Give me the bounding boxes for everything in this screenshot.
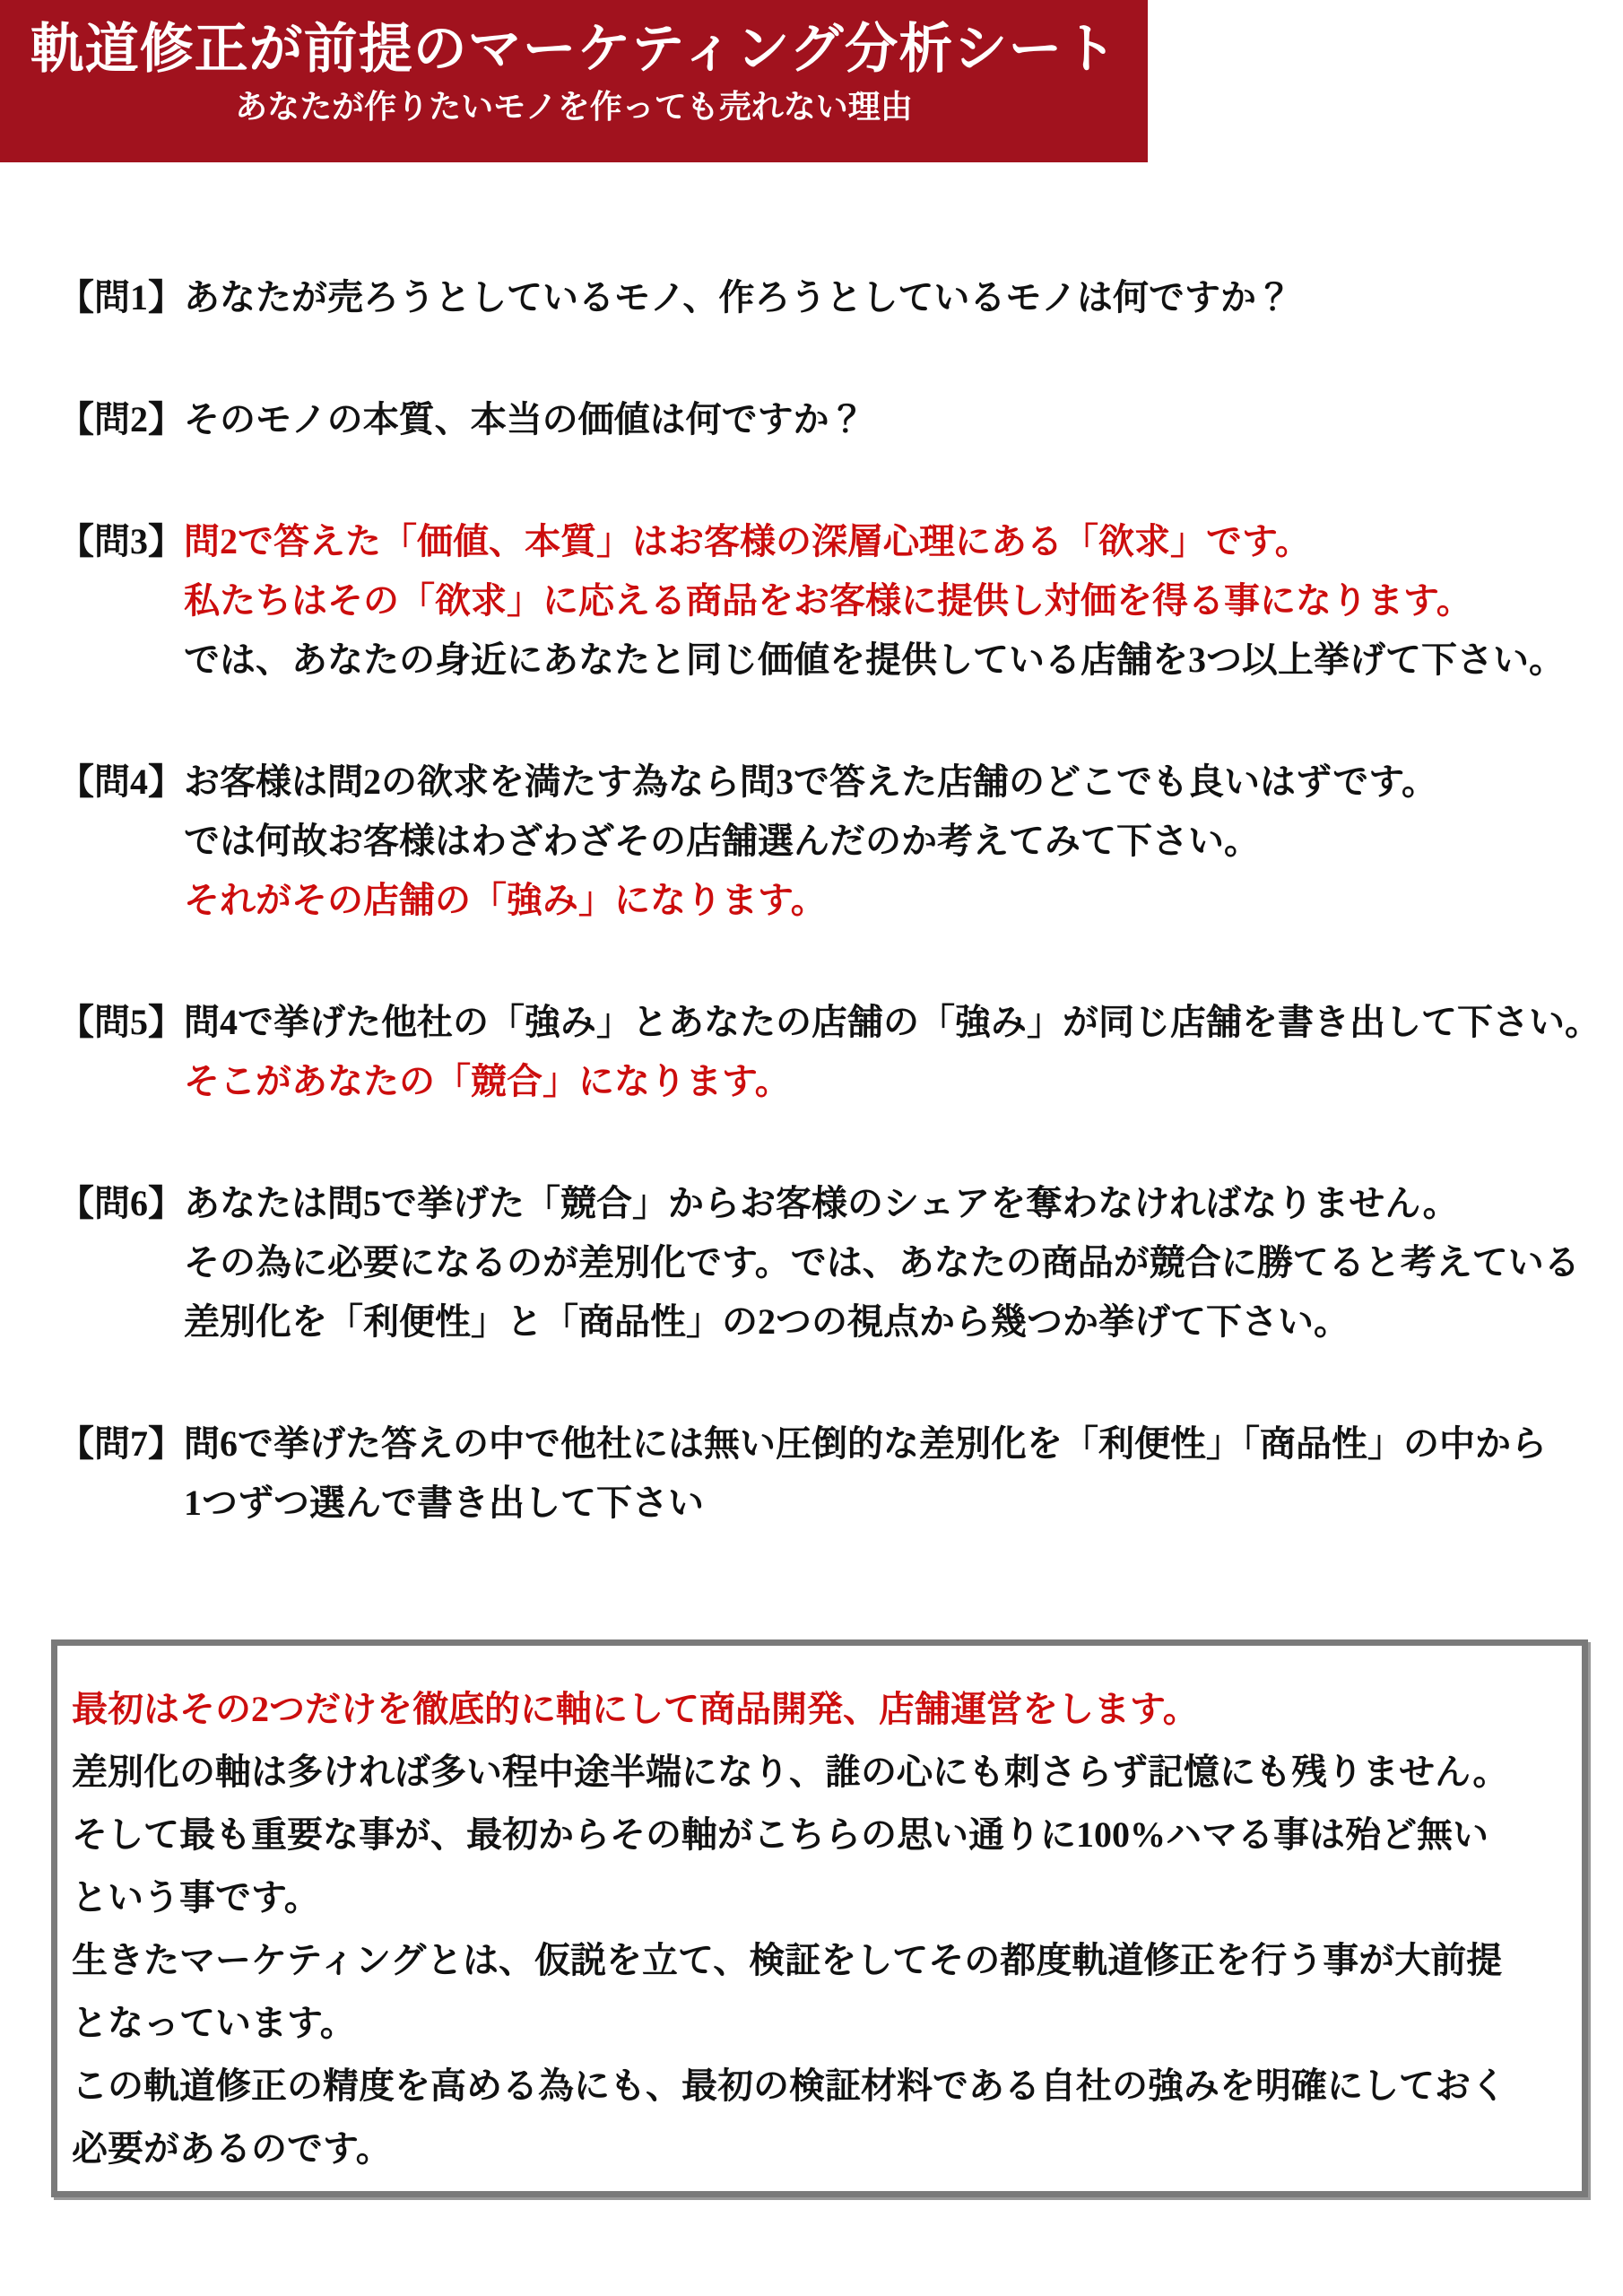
question-lines bbox=[184, 390, 865, 449]
note-line: という事です。 bbox=[72, 1877, 320, 1918]
question-line: その為に必要になるのが差別化です。では、あなたの商品が競合に勝てると考えている bbox=[184, 1242, 1580, 1283]
question-line: では、あなたの身近にあなたと同じ価値を提供している店舗を3つ以上挙げて下さい。 bbox=[184, 639, 1565, 680]
question-label: 【問2】 bbox=[58, 399, 184, 439]
question-lines bbox=[184, 512, 1565, 690]
question-row bbox=[58, 1174, 1623, 1352]
question-label: 【問6】 bbox=[58, 1183, 184, 1223]
question-label: 【問5】 bbox=[58, 1002, 184, 1042]
question-line: 1つずつ選んで書き出して下さい bbox=[184, 1483, 704, 1523]
question-row bbox=[58, 1414, 1623, 1533]
question-line: 差別化を「利便性」と「商品性」の2つの視点から幾つか挙げて下さい。 bbox=[184, 1301, 1350, 1342]
question-lines bbox=[184, 268, 1292, 327]
question-label: 【問4】 bbox=[58, 761, 184, 802]
question-lines bbox=[184, 993, 1601, 1111]
note-line: この軌道修正の精度を高める為にも、最初の検証材料である自社の強みを明確にしておく bbox=[72, 2066, 1506, 2106]
page-subtitle: あなたが作りたいモノを作っても売れない理由 bbox=[235, 89, 913, 125]
question-lines bbox=[184, 752, 1437, 930]
question-label: 【問1】 bbox=[58, 277, 184, 317]
question-lines bbox=[184, 1174, 1580, 1352]
note-line: 生きたマーケティングとは、仮説を立て、検証をしてその都度軌道修正を行う事が大前提 bbox=[72, 1940, 1503, 1980]
question-row bbox=[58, 268, 1623, 327]
question-line: あなたが売ろうとしているモノ、作ろうとしているモノは何ですか？ bbox=[184, 277, 1292, 317]
question-line: それがその店舗の「強み」になります。 bbox=[184, 880, 827, 920]
question-line: 私たちはその「欲求」に応える商品をお客様に提供し対価を得る事になります。 bbox=[184, 580, 1472, 621]
note-box bbox=[51, 1639, 1588, 2197]
question-line: お客様は問2の欲求を満たす為なら問3で答えた店舗のどこでも良いはずです。 bbox=[184, 761, 1437, 802]
question-row bbox=[58, 993, 1623, 1111]
questions-section bbox=[0, 162, 1623, 1533]
note-line: 必要があるのです。 bbox=[72, 2128, 392, 2169]
page-title: 軌道修正が前提のマーケティング分析シート bbox=[30, 20, 1118, 79]
question-line: 問2で答えた「価値、本質」はお客様の深層心理にある「欲求」です。 bbox=[184, 521, 1311, 561]
question-row bbox=[58, 752, 1623, 930]
question-lines bbox=[184, 1414, 1547, 1533]
question-row bbox=[58, 390, 1623, 449]
header-banner bbox=[0, 0, 1148, 162]
note-line: 最初はその2つだけを徹底的に軸にして商品開発、店舗運営をします。 bbox=[72, 1689, 1199, 1729]
question-row bbox=[58, 512, 1623, 690]
question-label: 【問3】 bbox=[58, 521, 184, 561]
question-line: 問4で挙げた他社の「強み」とあなたの店舗の「強み」が同じ店舗を書き出して下さい。 bbox=[184, 1002, 1601, 1042]
question-line: そのモノの本質、本当の価値は何ですか？ bbox=[184, 399, 865, 439]
note-line: そして最も重要な事が、最初からその軸がこちらの思い通りに100%ハマる事は殆ど無い bbox=[72, 1814, 1488, 1855]
question-line: そこがあなたの「競合」になります。 bbox=[184, 1061, 791, 1101]
question-line: 問6で挙げた答えの中で他社には無い圧倒的な差別化を「利便性」「商品性」の中から bbox=[184, 1423, 1547, 1464]
note-line: となっています。 bbox=[72, 2003, 356, 2043]
question-line: では何故お客様はわざわざその店舗選んだのか考えてみて下さい。 bbox=[184, 821, 1260, 861]
question-line: あなたは問5で挙げた「競合」からお客様のシェアを奪わなければなりません。 bbox=[184, 1183, 1459, 1223]
note-line: 差別化の軸は多ければ多い程中途半端になり、誰の心にも刺さらず記憶にも残りません。 bbox=[72, 1752, 1509, 1792]
question-label: 【問7】 bbox=[58, 1423, 184, 1464]
